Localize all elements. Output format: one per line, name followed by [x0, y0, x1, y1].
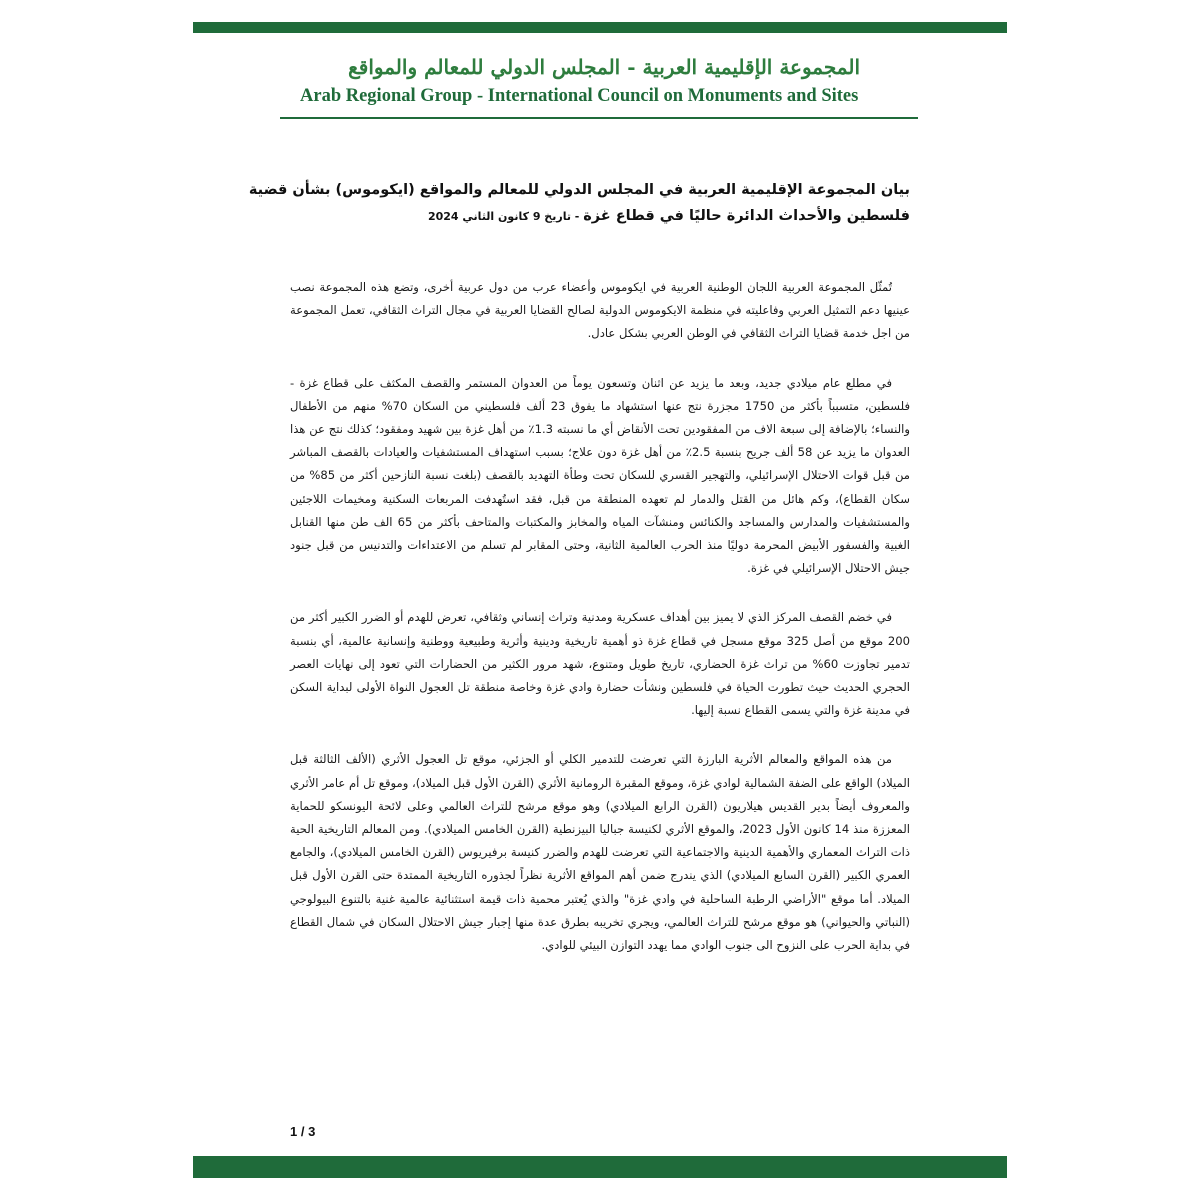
document-date: - تاريخ 9 كانون الثاني 2024 [427, 210, 584, 223]
document-title-line-2 [290, 203, 910, 230]
document-title-line-1: بيان المجموعة الإقليمية العربية في المجلس الدولي للمعالم والمواقع (ايكوموس) بشأن قضية [248, 182, 910, 198]
body-paragraph-3: في خضم القصف المركز الذي لا يميز بين أهداف عسكرية ومدنية وتراث إنساني وثقافي، تعرض للهدم أو الضرر الكبير أكثر من 200 موقع من أصل 325 موقع مسجل في قطاع غزة ذو أهمية تاريخية ودينية وأثرية وطبيعية ووطنية وإنسانية عالمية، أي بنسبة تدمير تجاوزت 60% من تراث غزة الحضاري، تاريخ طويل ومتنوع، شهد مرور الكثير من الحضارات التي تعود إلى نهايات العصر الحجري الحديث حيث تطورت الحياة في فلسطين ونشأت حضارة وادي غزة وخاصة منطقة تل العجول النواة الأولى لبداية السكن في مدينة غزة والتي يسمى القطاع نسبة إليها. [290, 610, 910, 718]
body-paragraph-1: تُمثّل المجموعة العربية اللجان الوطنية العربية في ايكوموس وأعضاء عرب من دول عربية أخرى، وتضع هذه المجموعة نصب عينيها دعم التمثيل العربي وفاعليته في منظمة الايكوموس الدولية لصالح القضايا العربية في مجال التراث الثقافي، تعمل المجموعة من اجل خدمة قضايا التراث الثقافي في الوطن العربي بشكل عادل. [290, 280, 910, 341]
document-title [248, 177, 910, 230]
body-paragraph-4: من هذه المواقع والمعالم الأثرية البارزة التي تعرضت للتدمير الكلي أو الجزئي، موقع تل العجول الأثري (الألف الثالثة قبل الميلاد) الواقع على الضفة الشمالية لوادي غزة، وموقع المقبرة الرومانية الأثري (القرن الأول قبل الميلاد)، وموقع تل أم عامر الأثري والمعروف أيضاً بدير القديس هيلاريون (القرن الرابع الميلادي) وهو موقع مرشح للتراث العالمي وعلى لائحة اليونسكو للحماية المعززة منذ 14 كانون الأول 2023، والموقع الأثري لكنيسة جباليا البيزنطية (القرن الخامس الميلادي). ومن المعالم التاريخية الحية ذات التراث المعماري والأهمية الدينية والاجتماعية التي تعرضت للهدم والضرر كنيسة برفيريوس (القرن الخامس الميلادي)، والجامع العمري الكبير (القرن السابع الميلادي) الذي يندرج ضمن أهم المواقع الأثرية نظراً لجذوره التاريخية الممتدة حتى القرن الأول قبل الميلاد. أما موقع "الأراضي الرطبة الساحلية في وادي غزة" والذي يُعتبر محمية ذات قيمة استثنائية عالمية غنية بالتنوع البيولوجي (النباتي والحيواني) هو موقع مرشح للتراث العالمي، ويجري تخريبه بطرق عدة منها إجبار جيش الاحتلال السكان في شمال القطاع في بداية الحرب على النزوح الى جنوب الوادي مما يهدد التوازن البيئي للوادي. [290, 752, 910, 953]
header-divider [280, 117, 918, 119]
bottom-green-bar [193, 1156, 1007, 1178]
document-title-line-2-text: فلسطين والأحداث الدائرة حاليًا في قطاع غزة [583, 208, 910, 224]
body-paragraph-2: في مطلع عام ميلادي جديد، وبعد ما يزيد عن اثنان وتسعون يوماً من العدوان المستمر والقصف المكثف على قطاع غزة - فلسطين، متسبباً بأكثر من 1750 مجزرة نتج عنها استشهاد ما يفوق 23 ألف فلسطيني من السكان 70% منهم من الأطفال والنساء؛ بالإضافة إلى سبعة الاف من المفقودين تحت الأنقاض أي ما نسبته 1.3٪ من أهل غزة بين شهيد ومفقود؛ كذلك نتج عن هذا العدوان ما يزيد عن 58 ألف جريح بنسبة 2.5٪ من أهل غزة دون علاج؛ بسبب استهداف المستشفيات والعيادات بالقصف المباشر من قبل قوات الاحتلال الإسرائيلي، والتهجير القسري للسكان تحت وطأة التهديد بالقصف (بلغت نسبة النازحين أكثر من 85% من سكان القطاع)، وكم هائل من القتل والدمار لم تعهده المنطقة من قبل، فقد استُهدفت المربعات السكنية ومخيمات اللاجئين والمستشفيات والمدارس والمساجد والكنائس ومنشآت المياه والمخابز والمكتبات والمتاحف بأكثر من 65 الف طن منها القنابل الغبية والفسفور الأبيض المحرمة دوليًا منذ الحرب العالمية الثانية، وحتى المقابر لم تسلم من الاعتداءات والتدنيس من قبل جنود جيش الاحتلال الإسرائيلي في غزة. [290, 375, 910, 576]
document-body [290, 276, 910, 983]
header-title-arabic: المجموعة الإقليمية العربية - المجلس الدولي للمعالم والمواقع [348, 55, 860, 79]
header-title-english: Arab Regional Group - International Council on Monuments and Sites [300, 86, 859, 106]
top-green-bar [193, 22, 1007, 33]
page-number: 1 / 3 [290, 1124, 316, 1139]
